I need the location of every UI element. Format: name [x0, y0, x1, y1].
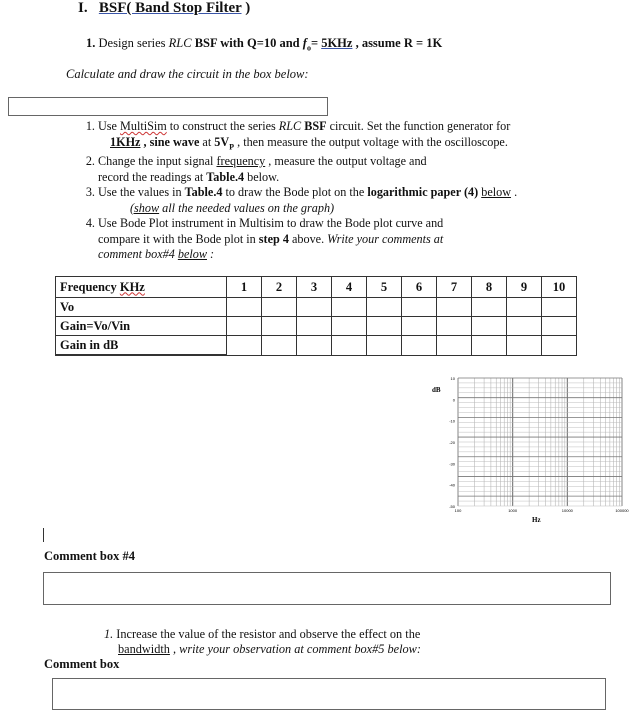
- log-paper-graph[interactable]: [420, 368, 630, 528]
- table-cell[interactable]: [402, 298, 437, 317]
- freq-header: [56, 277, 227, 298]
- step-1: [98, 119, 588, 154]
- step-1-j: , then measure the output voltage with the oscilloscope.: [234, 134, 508, 149]
- section-title: [78, 0, 250, 17]
- col-8: 8: [472, 277, 507, 298]
- step-4-f: comment box#4: [98, 247, 178, 262]
- table-cell[interactable]: [297, 336, 332, 356]
- step-1-b: to construct the series: [166, 119, 279, 133]
- comment-box-4[interactable]: [43, 572, 611, 605]
- y-tick-label: -40: [449, 482, 455, 488]
- step-3-table: Table.4: [184, 185, 223, 200]
- step-3-g: .: [511, 185, 518, 200]
- log-grid: [458, 378, 622, 506]
- table-cell[interactable]: [297, 317, 332, 336]
- col-7: 7: [437, 277, 472, 298]
- step-2: [98, 154, 588, 185]
- bandwidth-c: , write your observation at comment box#5 below:: [169, 642, 421, 656]
- table-cell[interactable]: [542, 317, 577, 336]
- design-pre: Design series: [95, 36, 169, 50]
- step-1-sine: sine wave: [149, 134, 200, 149]
- table-cell[interactable]: [507, 336, 542, 356]
- step-1-multisim: MultiSim: [120, 119, 167, 133]
- col-4: 4: [332, 277, 367, 298]
- design-tail: , assume R = 1K: [352, 36, 443, 50]
- x-axis-label: Hz: [532, 516, 541, 524]
- section-title-tail: ): [241, 0, 251, 16]
- design-f0: f: [302, 36, 307, 50]
- table-cell[interactable]: [542, 336, 577, 356]
- design-instruction: [86, 36, 442, 53]
- bandwidth-word: bandwidth: [118, 642, 170, 656]
- comment-box-4-label: Comment box #4: [44, 549, 135, 563]
- table-cell[interactable]: [367, 336, 402, 356]
- table-cell[interactable]: [367, 298, 402, 317]
- table-cell[interactable]: [542, 298, 577, 317]
- step-3-c: to draw the Bode plot on the: [222, 185, 368, 200]
- step-4-h: :: [207, 247, 215, 262]
- step-2-e: below.: [244, 169, 280, 184]
- row-label-gain: Gain=Vo/Vin: [56, 317, 227, 336]
- circuit-answer-box[interactable]: [8, 97, 328, 116]
- step-1-volt: 5V: [214, 134, 230, 149]
- table-cell[interactable]: [472, 298, 507, 317]
- col-3: 3: [297, 277, 332, 298]
- table-header-row: [56, 277, 577, 298]
- y-tick-label: -20: [449, 440, 455, 445]
- section-title-text: BSF( Band Stop Filter: [98, 0, 242, 16]
- step-3-below: below: [481, 185, 512, 200]
- table-cell[interactable]: [262, 336, 297, 356]
- step-1-a: Use: [98, 119, 121, 133]
- table-cell[interactable]: [227, 317, 262, 336]
- freq-header-unit: KHz: [119, 279, 145, 294]
- comment-box-5-label: Comment box: [44, 657, 120, 671]
- step-1-volt-sub: P: [229, 141, 235, 151]
- table-cell[interactable]: [367, 317, 402, 336]
- step-1-freq: 1KHz: [110, 134, 141, 149]
- measurement-table: [55, 276, 577, 356]
- table-cell[interactable]: [262, 317, 297, 336]
- x-tick-label: 10000: [561, 508, 573, 513]
- step-3-i: all the needed values on the graph): [159, 200, 335, 215]
- y-tick-label: -10: [449, 418, 455, 424]
- step-3-show: (show: [130, 200, 160, 215]
- table-cell[interactable]: [262, 298, 297, 317]
- step-1-rlc: RLC: [278, 119, 302, 133]
- bandwidth-num: 1.: [104, 627, 114, 641]
- step-2-b: , measure the output voltage and: [265, 154, 427, 169]
- step-1-h: at: [199, 134, 215, 149]
- col-1: 1: [227, 277, 262, 298]
- step-3: [98, 185, 588, 216]
- step-1-d: circuit. Set the function generator for: [326, 119, 511, 133]
- col-6: 6: [402, 277, 437, 298]
- col-2: 2: [262, 277, 297, 298]
- step-1-bsf: BSF: [304, 119, 327, 133]
- step-3-a: Use the values in: [98, 185, 185, 200]
- y-tick-label: -50: [449, 504, 455, 509]
- table-cell[interactable]: [402, 336, 437, 356]
- table-cell[interactable]: [332, 317, 367, 336]
- bandwidth-a: Increase the value of the resistor and observe the effect on the: [113, 627, 421, 641]
- freq-header-label: Frequency: [60, 279, 120, 294]
- x-tick-label: 100000: [615, 508, 629, 513]
- y-tick-label: 10: [450, 376, 455, 381]
- table-cell[interactable]: [297, 298, 332, 317]
- table-cell[interactable]: [437, 336, 472, 356]
- step-3-paper: logarithmic paper (4): [367, 185, 479, 200]
- design-eq: =: [310, 36, 322, 50]
- col-5: 5: [367, 277, 402, 298]
- table-cell[interactable]: [507, 298, 542, 317]
- step-2-freq: frequency: [216, 154, 266, 169]
- text-cursor: [43, 528, 44, 542]
- table-cell[interactable]: [507, 317, 542, 336]
- x-tick-label: 1000: [508, 508, 518, 513]
- row-label-vo: Vo: [56, 298, 227, 317]
- y-tick-label: -30: [449, 461, 455, 467]
- y-tick-label: 0: [452, 397, 455, 403]
- step-4-e: Write your comments at: [327, 231, 444, 246]
- procedure-steps: [72, 119, 588, 263]
- col-9: 9: [507, 277, 542, 298]
- table-cell[interactable]: [227, 336, 262, 356]
- table-row-gain: [56, 317, 577, 336]
- step-4-step: step 4: [258, 231, 289, 246]
- row-label-gain-db: Gain in dB: [56, 336, 227, 356]
- section-numeral: I.: [78, 0, 88, 16]
- table-row-vo: [56, 298, 577, 317]
- step-2-a: Change the input signal: [98, 154, 217, 169]
- y-axis-label: dB: [432, 386, 441, 394]
- comment-box-5[interactable]: [52, 678, 606, 710]
- step-4-a: Use Bode Plot instrument in Multisim to draw the Bode plot curve and: [98, 216, 444, 231]
- table-cell[interactable]: [437, 317, 472, 336]
- x-tick-labels: [455, 508, 630, 513]
- step-4-b: compare it with the Bode plot in: [98, 231, 259, 246]
- design-freq: 5KHz: [321, 36, 353, 50]
- step-2-table: Table.4: [206, 169, 245, 184]
- col-10: 10: [542, 277, 577, 298]
- design-f0-sub: o: [306, 43, 311, 53]
- table-row-gain-db: [56, 336, 577, 356]
- table-cell[interactable]: [472, 336, 507, 356]
- y-tick-labels: [449, 376, 456, 509]
- x-tick-label: 100: [454, 508, 462, 513]
- calc-instruction: Calculate and draw the circuit in the box below:: [66, 67, 309, 81]
- table-cell[interactable]: [437, 298, 472, 317]
- table-cell[interactable]: [227, 298, 262, 317]
- bandwidth-instruction: [104, 627, 504, 657]
- step-4: [98, 216, 588, 263]
- table-cell[interactable]: [402, 317, 437, 336]
- step-4-d: above.: [288, 231, 328, 246]
- step-1-f: ,: [140, 134, 150, 149]
- table-cell[interactable]: [332, 336, 367, 356]
- design-num: 1.: [86, 36, 96, 50]
- design-spec: BSF with Q=10 and: [191, 36, 303, 50]
- table-cell[interactable]: [332, 298, 367, 317]
- step-4-below: below: [177, 247, 207, 262]
- design-rlc: RLC: [168, 36, 192, 50]
- step-2-c: record the readings at: [98, 169, 207, 184]
- table-cell[interactable]: [472, 317, 507, 336]
